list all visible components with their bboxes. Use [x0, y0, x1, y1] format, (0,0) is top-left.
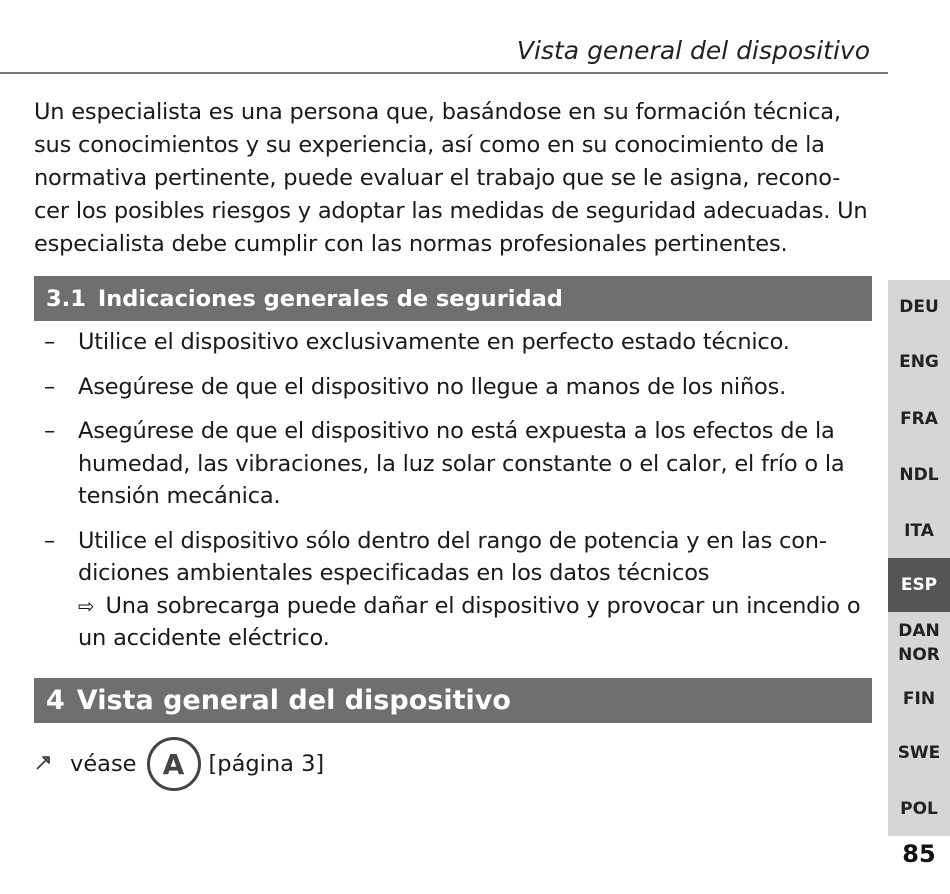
lang-tab-swe[interactable]: SWE [897, 743, 941, 763]
dash-icon: – [44, 418, 56, 444]
list-item [34, 326, 874, 359]
dash-icon: – [44, 527, 56, 554]
page-reference[interactable]: [página 3] [208, 751, 325, 777]
see-label: véase [70, 751, 137, 777]
safety-list [34, 326, 874, 667]
section-number: 4 [46, 685, 65, 716]
list-item-text: Asegúrese de que el dispositivo no está expuesta a los efectos de la humedad, las vibraciones, la luz solar constante o el calor, el frío o la tensión mecánica. [78, 418, 845, 509]
lang-tab-nor[interactable]: NOR [898, 645, 940, 665]
dash-icon: – [44, 373, 56, 400]
page-number: 85 [902, 840, 936, 868]
figure-reference [34, 738, 324, 790]
figure-letter-badge: A [147, 737, 201, 791]
lang-tab-eng[interactable]: ENG [899, 352, 939, 372]
running-header: Vista general del dispositivo [516, 36, 870, 65]
lang-tab-dan[interactable]: DAN [898, 621, 940, 641]
list-item [34, 415, 874, 513]
section-title: Vista general del dispositivo [76, 685, 511, 716]
section-heading-4 [34, 678, 872, 723]
list-item [34, 371, 874, 404]
lang-tab-deu[interactable]: DEU [899, 297, 939, 317]
section-heading-3-1 [34, 276, 872, 321]
section-title: Indicaciones generales de seguridad [97, 285, 563, 312]
consequence-text: Una sobrecarga puede dañar el dispositivo y provocar un incendio o un accidente eléctrico. [78, 592, 861, 651]
section-number: 3.1 [46, 285, 86, 312]
intro-paragraph: Un especialista es una persona que, basándose en su formación técnica, sus conocimientos y su experiencia, así como en su conocimiento de la normativa pertinente, puede evaluar el trabajo que se le asigna, recono-cer los posibles riesgos y adoptar las medidas de seguridad adecuadas. Un especialista debe cumplir con las normas profesionales pertinentes. [34, 99, 868, 257]
lang-tab-fra[interactable]: FRA [900, 409, 938, 429]
right-arrow-icon: ⇨ [78, 593, 95, 618]
lang-tab-fin[interactable]: FIN [902, 689, 936, 709]
lang-tab-esp[interactable]: ESP [888, 558, 950, 612]
lang-tab-ita[interactable]: ITA [904, 521, 934, 541]
lang-tab-ndl[interactable]: NDL [899, 465, 939, 485]
list-item-text: Utilice el dispositivo exclusivamente en perfecto estado técnico. [78, 329, 790, 355]
list-item-text: Utilice el dispositivo sólo dentro del rango de potencia y en las con-diciones ambientales especificadas en los datos técnicos [78, 527, 827, 586]
consequence-note [78, 590, 874, 655]
dash-icon: – [44, 329, 56, 355]
list-item-text: Asegúrese de que el dispositivo no llegue a manos de los niños. [78, 373, 787, 400]
lang-tab-pol[interactable]: POL [900, 799, 938, 819]
header-rule [0, 72, 888, 74]
arrow-outline-icon [34, 752, 54, 777]
list-item [34, 525, 874, 655]
language-tabs [888, 280, 950, 836]
